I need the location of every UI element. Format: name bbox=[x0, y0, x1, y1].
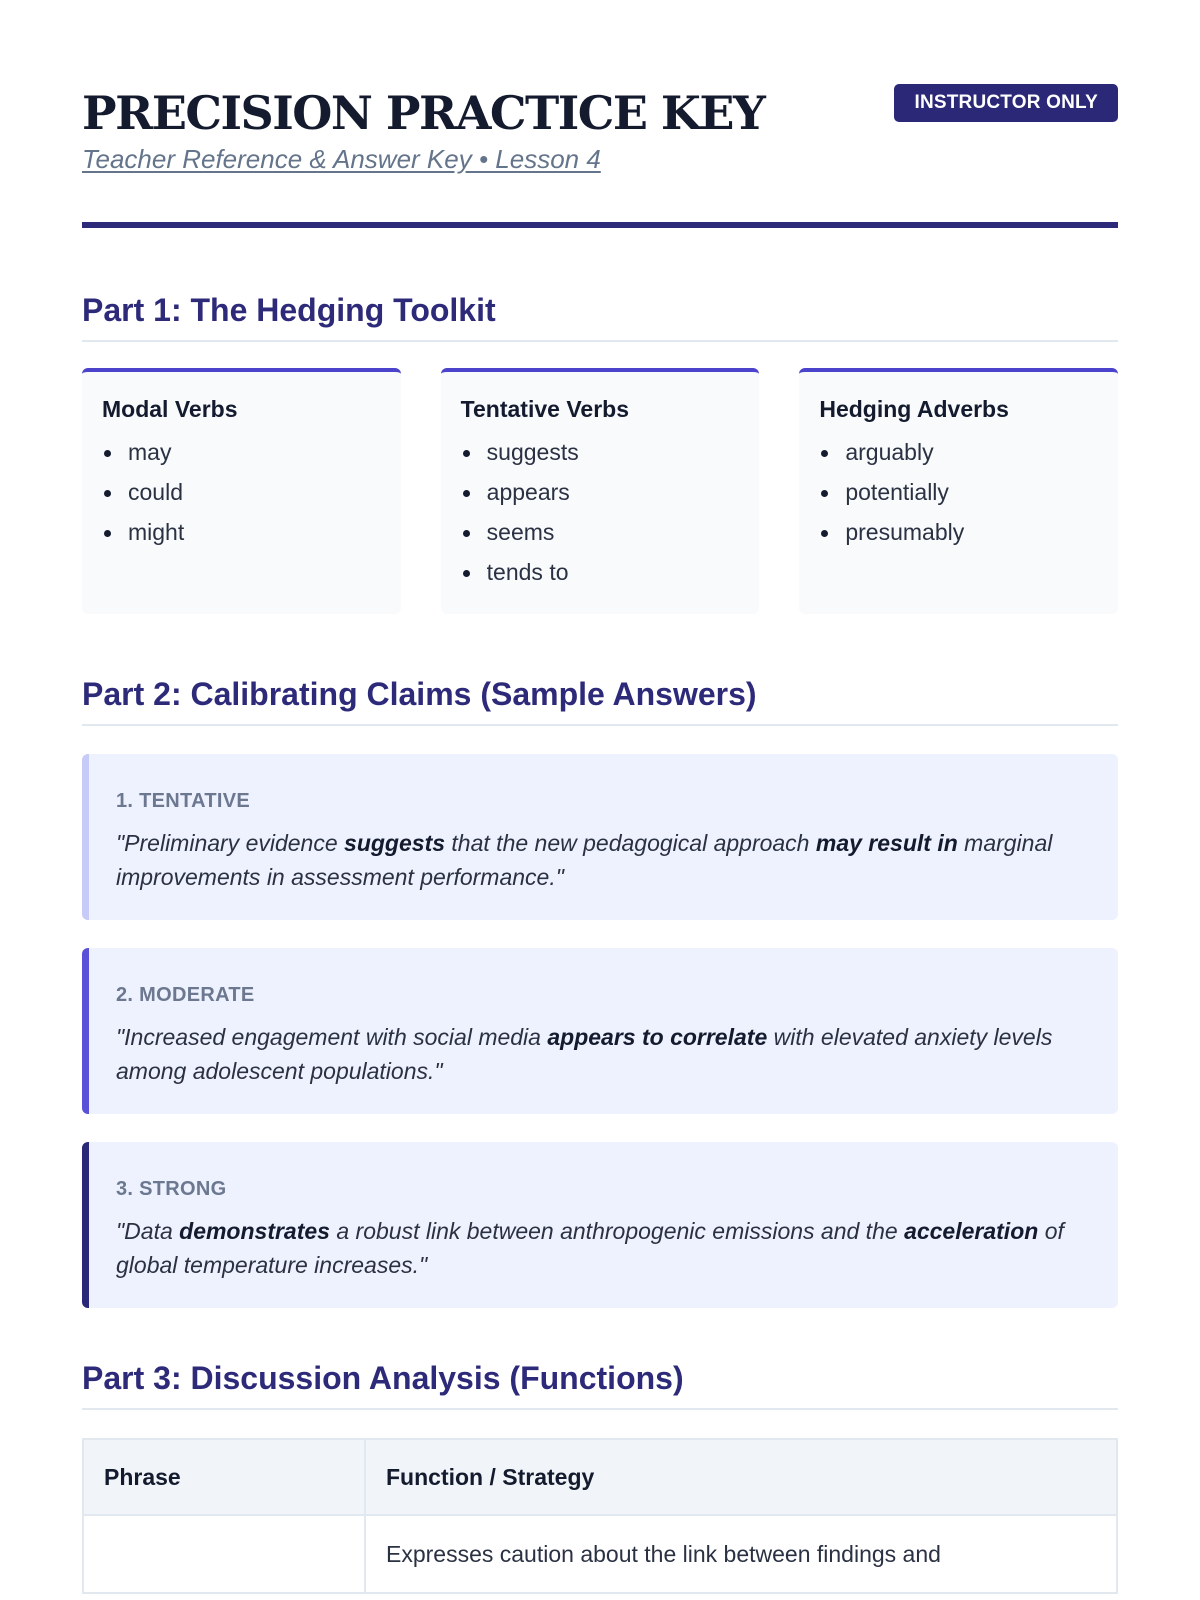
claim-text-segment: a robust link between anthropogenic emissions and the bbox=[329, 1218, 905, 1244]
booster-term: acceleration bbox=[904, 1218, 1039, 1244]
hedging-adverbs-card bbox=[799, 368, 1118, 614]
claim-text-segment: marginal improvements in assessment performance." bbox=[116, 830, 1053, 890]
discussion-analysis-table bbox=[82, 1438, 1118, 1594]
document-subtitle: Teacher Reference & Answer Key • Lesson 4 bbox=[82, 144, 601, 174]
hedge-term: may result in bbox=[815, 830, 958, 856]
claim-tentative bbox=[82, 754, 1118, 920]
list-item: seems bbox=[461, 512, 740, 552]
list-item: appears bbox=[461, 472, 740, 512]
table-row bbox=[83, 1515, 1117, 1593]
part3-heading: Part 3: Discussion Analysis (Functions) bbox=[82, 1346, 1118, 1410]
hedge-term: suggests bbox=[344, 830, 446, 856]
booster-term: demonstrates bbox=[179, 1218, 330, 1244]
instructor-only-badge: INSTRUCTOR ONLY bbox=[894, 84, 1118, 122]
claim-text-segment: "Preliminary evidence bbox=[116, 830, 345, 856]
tentative-verbs-card bbox=[441, 368, 760, 614]
hedge-term: appears to correlate bbox=[547, 1024, 768, 1050]
claim-text-segment: "Increased engagement with social media bbox=[116, 1024, 548, 1050]
claim-text-segment: of global temperature increases." bbox=[116, 1218, 1064, 1278]
list-item: could bbox=[102, 472, 381, 512]
claim-text bbox=[116, 1020, 1092, 1088]
document-header bbox=[82, 0, 1118, 228]
list-item: may bbox=[102, 432, 381, 472]
claim-label: 2. MODERATE bbox=[116, 984, 255, 1006]
column-header-phrase: Phrase bbox=[83, 1439, 365, 1515]
claim-label: 1. TENTATIVE bbox=[116, 790, 250, 812]
card-title: Tentative Verbs bbox=[460, 396, 629, 422]
claim-strong bbox=[82, 1142, 1118, 1308]
claim-moderate bbox=[82, 948, 1118, 1114]
list-item: presumably bbox=[819, 512, 1098, 552]
table-header-row bbox=[83, 1439, 1117, 1515]
card-title: Modal Verbs bbox=[102, 396, 238, 422]
list-item: arguably bbox=[819, 432, 1098, 472]
document-title: PRECISION PRACTICE KEY bbox=[82, 86, 765, 140]
claim-text-segment: that the new pedagogical approach bbox=[445, 830, 816, 856]
word-list bbox=[461, 432, 740, 592]
list-item: tends to bbox=[461, 552, 740, 592]
hedging-toolkit-cards bbox=[82, 368, 1118, 614]
claim-label: 3. STRONG bbox=[116, 1178, 227, 1200]
part1-heading: Part 1: The Hedging Toolkit bbox=[82, 278, 1118, 342]
list-item: potentially bbox=[819, 472, 1098, 512]
claim-text-segment: "Data bbox=[116, 1218, 180, 1244]
word-list bbox=[102, 432, 381, 552]
claim-text bbox=[116, 1214, 1092, 1282]
list-item: might bbox=[102, 512, 381, 552]
card-title: Hedging Adverbs bbox=[819, 396, 1009, 422]
part2-heading: Part 2: Calibrating Claims (Sample Answers) bbox=[82, 662, 1118, 726]
phrase-cell bbox=[83, 1515, 365, 1593]
list-item: suggests bbox=[461, 432, 740, 472]
claim-text bbox=[116, 826, 1092, 894]
word-list bbox=[819, 432, 1098, 552]
claim-text-segment: with elevated anxiety levels among adolescent populations." bbox=[116, 1024, 1053, 1084]
modal-verbs-card bbox=[82, 368, 401, 614]
function-cell: Expresses caution about the link between findings and bbox=[365, 1515, 1117, 1593]
column-header-function: Function / Strategy bbox=[365, 1439, 1117, 1515]
